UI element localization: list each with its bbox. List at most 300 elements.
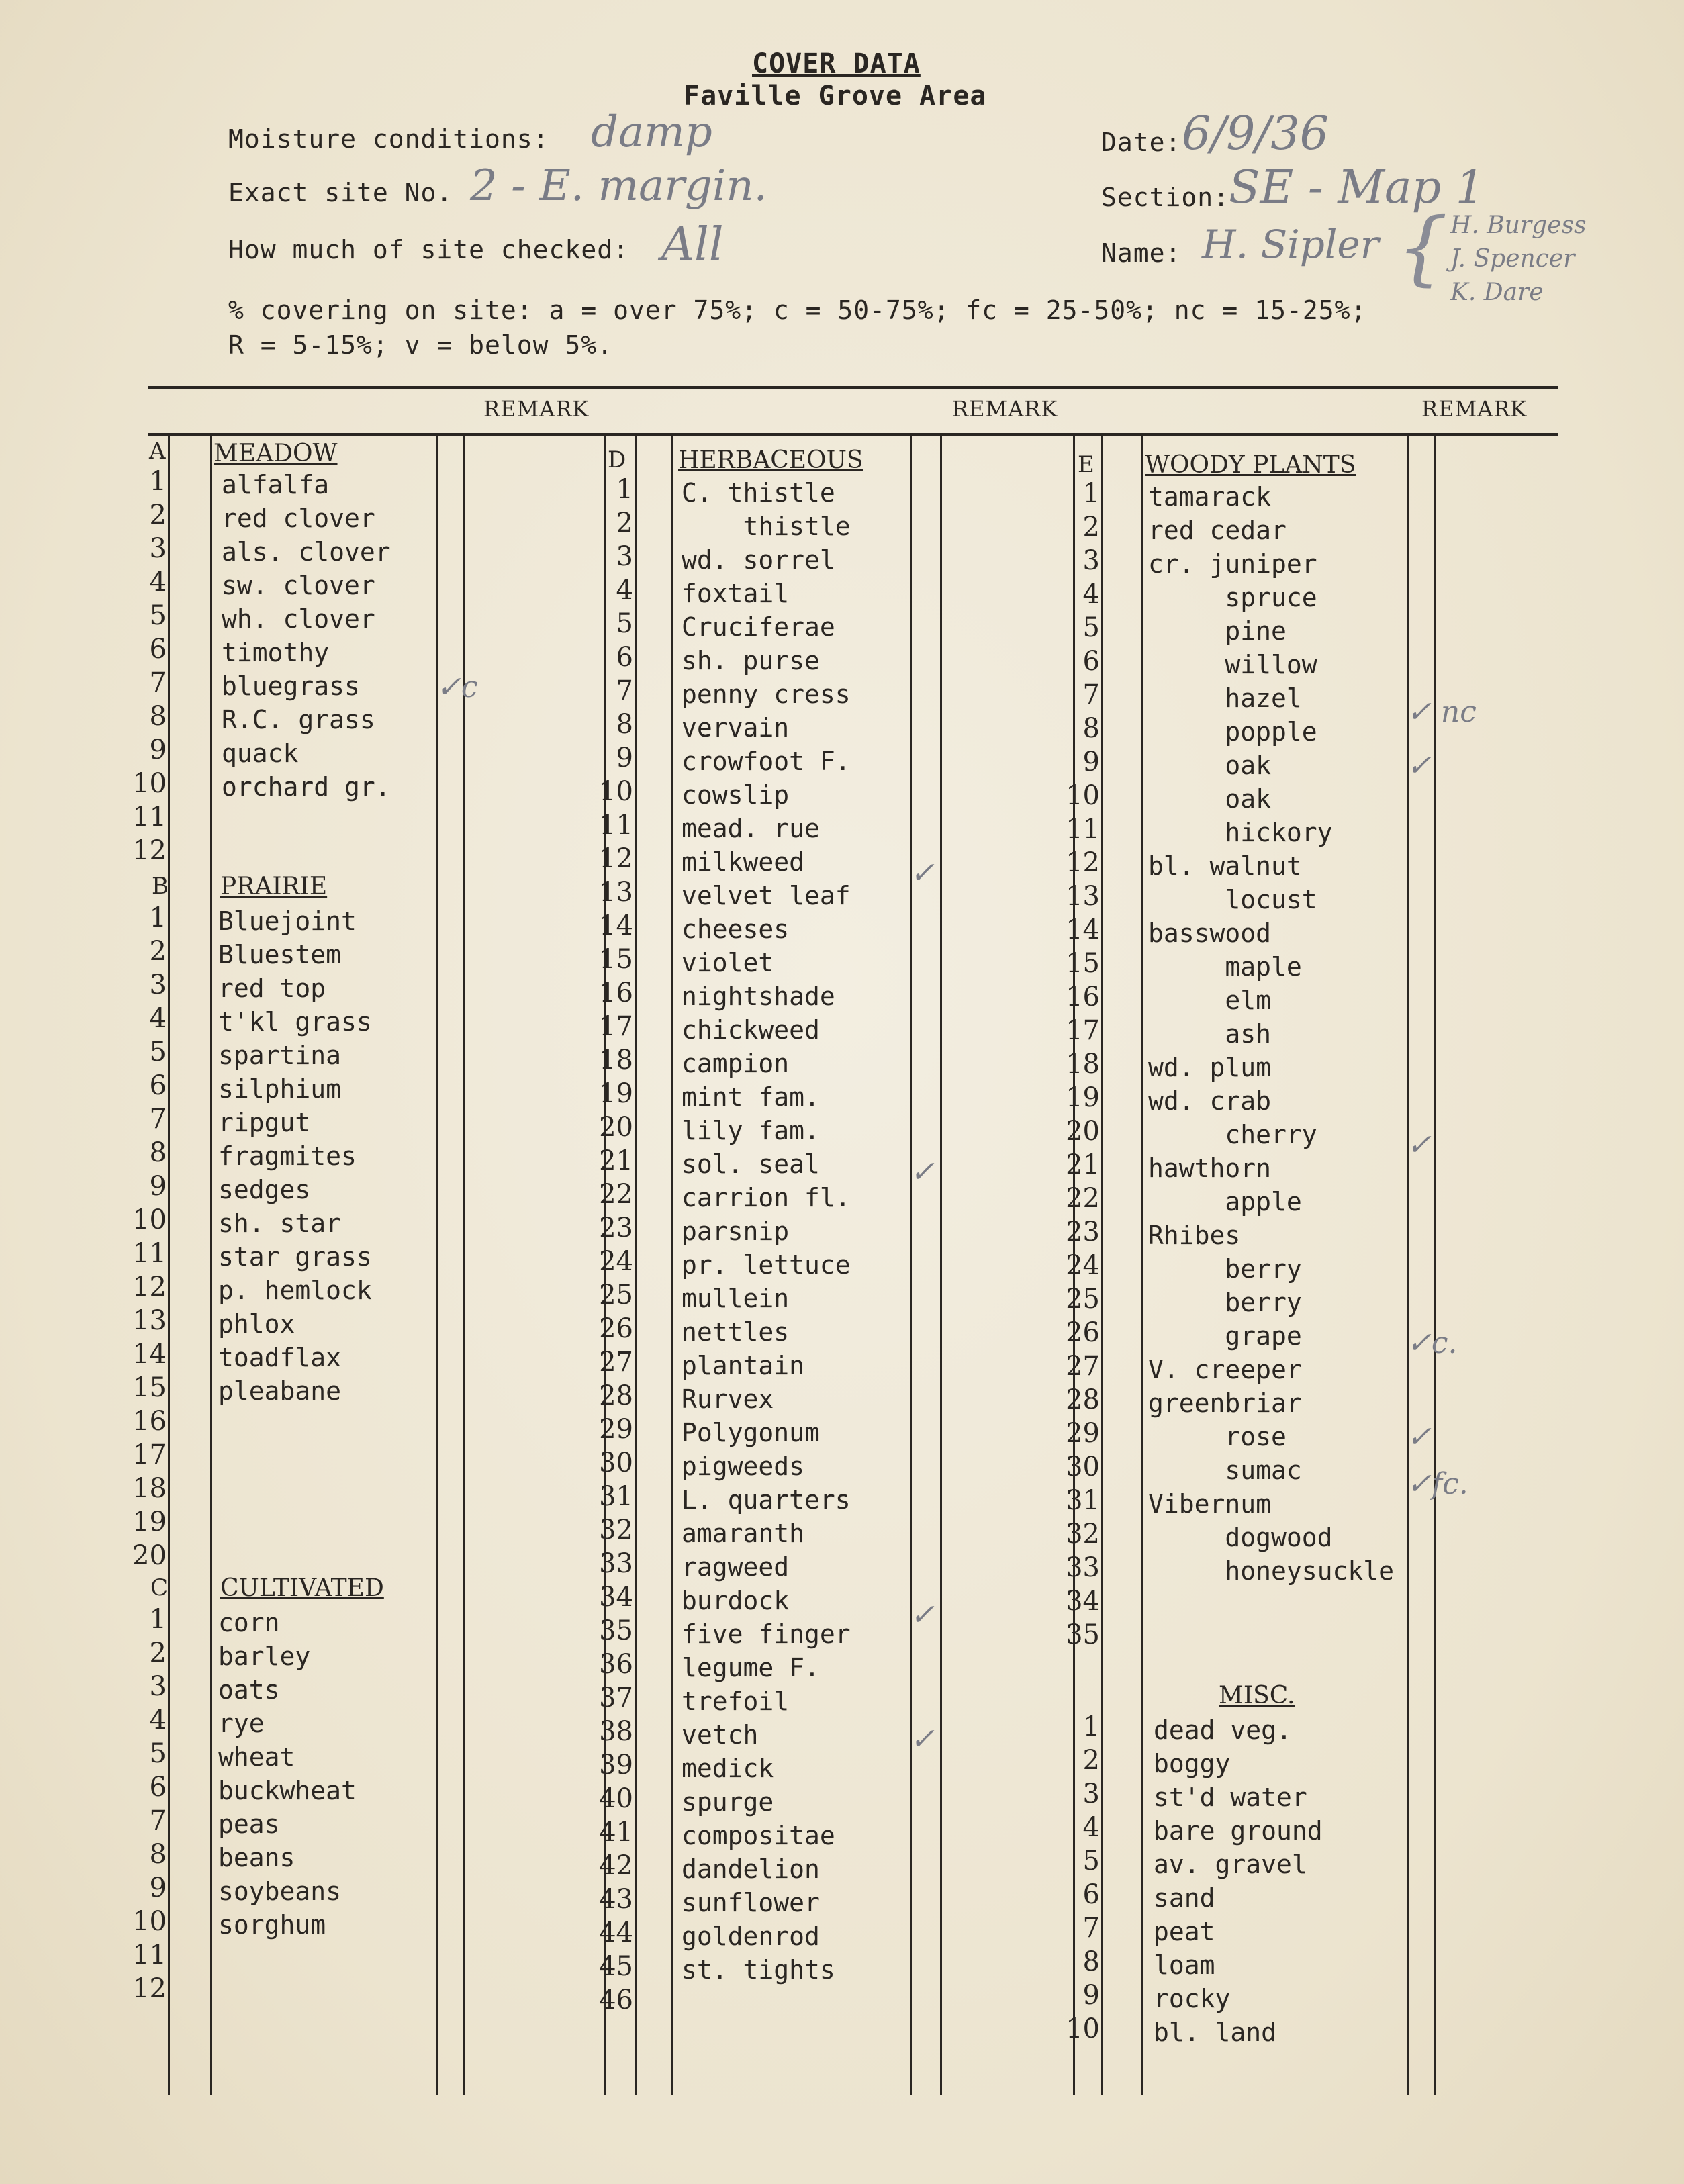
row-number-cultivated: 3 [149,1671,167,1702]
list-item-woody: elm [1148,986,1272,1015]
list-item-herbaceous: lily fam. [682,1116,820,1145]
name-label: Name: [1101,238,1182,268]
row-number-herbaceous: 40 [599,1783,633,1814]
row-number-herbaceous: 30 [599,1447,633,1478]
list-item-herbaceous: compositae [682,1821,835,1850]
list-item-cultivated: peas [218,1809,280,1839]
row-number-woody: 14 [1066,914,1100,945]
row-number-misc: 10 [1066,2013,1100,2044]
row-number-prairie: 12 [132,1272,167,1302]
section-letter-e: E [1078,451,1094,478]
row-number-prairie: 7 [149,1104,167,1135]
list-item-woody: hickory [1148,818,1333,847]
list-item-woody: grape [1148,1321,1302,1351]
name-extra-2: J. Spencer [1450,245,1575,273]
col2-text-line [671,436,673,2095]
site-value: 2 - E. margin. [470,161,767,211]
list-item-herbaceous: vetch [682,1720,759,1750]
date-value: 6/9/36 [1182,107,1329,160]
col2-num-line [635,436,637,2095]
col3-remark-line-b [1434,436,1436,2095]
site-label: Exact site No. [228,178,453,207]
list-item-herbaceous: spurge [682,1787,774,1817]
remark-header-1: REMARK [483,396,590,422]
row-number-cultivated: 9 [149,1872,167,1903]
list-item-cultivated: wheat [218,1742,295,1772]
list-item-prairie: silphium [218,1074,342,1104]
row-number-woody: 11 [1066,814,1100,845]
col3-num-line [1101,436,1103,2095]
row-number-meadow: 4 [149,567,167,598]
row-number-woody: 21 [1066,1149,1100,1180]
row-number-cultivated: 6 [149,1772,167,1803]
remark-rose: ✓ [1407,1420,1432,1454]
name-extra-1: H. Burgess [1450,211,1587,239]
row-number-cultivated: 8 [149,1839,167,1870]
list-item-woody: bl. walnut [1148,851,1302,881]
list-item-woody: oak [1148,751,1272,780]
remark-oak: ✓ [1407,749,1432,783]
row-number-meadow: 1 [149,466,167,497]
row-number-herbaceous: 12 [599,843,633,874]
row-number-herbaceous: 39 [599,1750,633,1781]
col2-remark-line-a [910,436,912,2095]
list-item-misc: bare ground [1154,1816,1323,1846]
checked-value: All [661,218,724,271]
row-number-herbaceous: 16 [599,978,633,1008]
row-number-herbaceous: 43 [599,1884,633,1915]
list-item-herbaceous: violet [682,948,774,978]
list-item-woody: wd. crab [1148,1086,1272,1116]
row-number-prairie: 20 [132,1540,167,1571]
list-item-herbaceous: cheeses [682,914,790,944]
list-item-prairie: toadflax [218,1343,342,1372]
row-number-cultivated: 12 [132,1973,167,2004]
section-value: SE - Map 1 [1229,161,1485,214]
row-number-woody: 5 [1082,612,1100,643]
moisture-label: Moisture conditions: [228,124,549,154]
list-item-woody: tamarack [1148,482,1272,512]
row-number-herbaceous: 21 [599,1145,633,1176]
row-number-herbaceous: 44 [599,1917,633,1948]
list-item-herbaceous: mead. rue [682,814,820,843]
list-item-woody: red cedar [1148,516,1287,545]
section-letter-a: A [149,438,166,465]
list-item-herbaceous: campion [682,1049,790,1078]
row-number-herbaceous: 41 [599,1817,633,1848]
table-header-rule [148,433,1558,436]
list-item-meadow: orchard gr. [222,772,391,802]
row-number-woody: 3 [1082,545,1100,576]
row-number-herbaceous: 4 [616,575,633,606]
list-item-prairie: spartina [218,1041,342,1070]
row-number-misc: 2 [1082,1745,1100,1776]
row-number-cultivated: 1 [149,1604,167,1635]
list-item-prairie: red top [218,974,326,1003]
col2-remark-line-b [940,436,942,2095]
list-item-cultivated: buckwheat [218,1776,357,1805]
row-number-meadow: 8 [149,701,167,732]
row-number-prairie: 16 [132,1406,167,1437]
row-number-herbaceous: 37 [599,1682,633,1713]
list-item-woody: berry [1148,1288,1302,1317]
list-item-woody: maple [1148,952,1302,982]
row-number-herbaceous: 34 [599,1582,633,1613]
row-number-herbaceous: 28 [599,1380,633,1411]
list-item-prairie: star grass [218,1242,372,1272]
page-subtitle: Faville Grove Area [684,81,987,111]
list-item-woody: Rhibes [1148,1221,1241,1250]
list-item-prairie: sedges [218,1175,311,1204]
row-number-meadow: 10 [132,768,167,799]
row-number-prairie: 13 [132,1305,167,1336]
list-item-prairie: t'kl grass [218,1007,372,1037]
row-number-herbaceous: 23 [599,1213,633,1243]
list-item-woody: hazel [1148,683,1302,713]
table-top-rule [148,386,1558,389]
remark-sol-seal: ✓ [910,1155,935,1189]
row-number-woody: 29 [1066,1418,1100,1449]
row-number-prairie: 3 [149,969,167,1000]
remark-header-2: REMARK [952,396,1058,422]
remark-cherry: ✓ [1407,1128,1432,1162]
row-number-prairie: 17 [132,1439,167,1470]
list-item-herbaceous: velvet leaf [682,881,851,910]
row-number-meadow: 3 [149,533,167,564]
section-label: Section: [1101,183,1230,212]
row-number-meadow: 7 [149,667,167,698]
row-number-herbaceous: 9 [616,743,633,773]
row-number-woody: 9 [1082,747,1100,777]
row-number-woody: 22 [1066,1183,1100,1214]
list-item-herbaceous: pr. lettuce [682,1250,851,1280]
list-item-cultivated: oats [218,1675,280,1705]
list-item-herbaceous: goldenrod [682,1921,820,1951]
row-number-herbaceous: 13 [599,877,633,908]
row-number-cultivated: 5 [149,1738,167,1769]
row-number-herbaceous: 2 [616,508,633,538]
section-letter-c: C [150,1574,169,1601]
list-item-herbaceous: parsnip [682,1217,790,1246]
row-number-herbaceous: 18 [599,1045,633,1076]
list-item-woody: popple [1148,717,1317,747]
list-item-woody: apple [1148,1187,1302,1217]
section-letter-d: D [608,446,626,473]
row-number-herbaceous: 15 [599,944,633,975]
list-item-herbaceous: sol. seal [682,1149,820,1179]
row-number-herbaceous: 5 [616,608,633,639]
row-number-misc: 5 [1082,1846,1100,1877]
row-number-misc: 1 [1082,1711,1100,1742]
list-item-herbaceous: st. tights [682,1955,835,1985]
row-number-woody: 17 [1066,1015,1100,1046]
row-number-herbaceous: 6 [616,642,633,673]
row-number-herbaceous: 14 [599,910,633,941]
list-item-meadow: timothy [222,638,330,667]
list-item-meadow: sw. clover [222,571,375,600]
list-item-herbaceous: medick [682,1754,774,1783]
heading-woody-plants: WOODY PLANTS [1145,451,1356,479]
list-item-woody: V. creeper [1148,1355,1302,1384]
remark-milkweed: ✓ [910,856,935,890]
row-number-misc: 7 [1082,1913,1100,1944]
list-item-meadow: wh. clover [222,604,375,634]
row-number-woody: 34 [1066,1586,1100,1617]
row-number-woody: 15 [1066,948,1100,979]
row-number-misc: 4 [1082,1812,1100,1843]
remark-bluegrass: ✓c [436,670,478,704]
list-item-herbaceous: vervain [682,713,790,743]
list-item-herbaceous: carrion fl. [682,1183,851,1213]
name-brace: { [1397,201,1448,295]
list-item-woody: berry [1148,1254,1302,1284]
list-item-herbaceous: Polygonum [682,1418,820,1447]
row-number-herbaceous: 38 [599,1716,633,1747]
remark-hazel: ✓ nc [1407,695,1477,729]
row-number-herbaceous: 10 [599,776,633,807]
list-item-herbaceous: five finger [682,1619,851,1649]
row-number-herbaceous: 42 [599,1850,633,1881]
list-item-meadow: quack [222,739,299,768]
row-number-meadow: 6 [149,634,167,665]
row-number-woody: 2 [1082,512,1100,542]
row-number-woody: 28 [1066,1384,1100,1415]
list-item-woody: ash [1148,1019,1272,1049]
list-item-misc: rocky [1154,1984,1231,2013]
list-item-cultivated: barley [218,1642,311,1671]
list-item-herbaceous: dandelion [682,1854,820,1884]
col3-text-line [1141,436,1143,2095]
row-number-herbaceous: 19 [599,1078,633,1109]
list-item-herbaceous: nightshade [682,982,835,1011]
row-number-herbaceous: 46 [599,1985,633,2015]
list-item-herbaceous: chickweed [682,1015,820,1045]
row-number-herbaceous: 22 [599,1179,633,1210]
list-item-herbaceous: thistle [682,512,851,541]
list-item-woody: honeysuckle [1148,1556,1395,1586]
row-number-woody: 10 [1066,780,1100,811]
list-item-misc: peat [1154,1917,1215,1946]
row-number-herbaceous: 32 [599,1515,633,1546]
list-item-woody: oak [1148,784,1272,814]
heading-cultivated: CULTIVATED [220,1574,384,1602]
list-item-herbaceous: penny cress [682,679,851,709]
list-item-herbaceous: L. quarters [682,1485,851,1515]
row-number-woody: 20 [1066,1116,1100,1147]
row-number-woody: 13 [1066,881,1100,912]
list-item-woody: willow [1148,650,1317,679]
legend-line-1: % covering on site: a = over 75%; c = 50-75%; fc = 25-50%; nc = 15-25%; [228,295,1367,325]
list-item-herbaceous: Cruciferae [682,612,835,642]
checked-label: How much of site checked: [228,235,629,265]
row-number-cultivated: 7 [149,1805,167,1836]
list-item-misc: sand [1154,1883,1215,1913]
row-number-misc: 6 [1082,1879,1100,1910]
row-number-prairie: 11 [132,1238,167,1269]
row-number-meadow: 11 [132,802,167,833]
list-item-herbaceous: legume F. [682,1653,820,1682]
list-item-meadow: R.C. grass [222,705,375,734]
row-number-meadow: 12 [132,835,167,866]
list-item-herbaceous: wd. sorrel [682,545,835,575]
remark-vetch: ✓ [910,1722,935,1756]
list-item-herbaceous: foxtail [682,579,790,608]
list-item-prairie: phlox [218,1309,295,1339]
heading-misc: MISC. [1219,1682,1295,1709]
row-number-woody: 4 [1082,579,1100,610]
list-item-cultivated: corn [218,1608,280,1637]
row-number-woody: 18 [1066,1049,1100,1080]
list-item-misc: st'd water [1154,1783,1307,1812]
row-number-herbaceous: 17 [599,1011,633,1042]
list-item-herbaceous: plantain [682,1351,805,1380]
row-number-prairie: 8 [149,1137,167,1168]
list-item-woody: dogwood [1148,1523,1333,1552]
list-item-misc: boggy [1154,1749,1231,1778]
row-number-woody: 33 [1066,1552,1100,1583]
list-item-herbaceous: cowslip [682,780,790,810]
row-number-woody: 35 [1066,1619,1100,1650]
list-item-meadow: als. clover [222,537,391,567]
list-item-misc: bl. land [1154,2017,1277,2047]
date-label: Date: [1101,128,1182,157]
row-number-herbaceous: 35 [599,1615,633,1646]
list-item-herbaceous: burdock [682,1586,790,1615]
name-value: H. Sipler [1202,222,1379,267]
list-item-misc: dead veg. [1154,1715,1292,1745]
name-extra-3: K. Dare [1450,279,1544,306]
row-number-prairie: 5 [149,1037,167,1067]
row-number-woody: 23 [1066,1217,1100,1247]
list-item-woody: wd. plum [1148,1053,1272,1082]
list-item-herbaceous: milkweed [682,847,805,877]
list-item-prairie: fragmites [218,1141,357,1171]
row-number-woody: 1 [1082,478,1100,509]
list-item-woody: cherry [1148,1120,1317,1149]
heading-meadow: MEADOW [214,440,338,467]
row-number-cultivated: 2 [149,1637,167,1668]
list-item-woody: spruce [1148,583,1317,612]
list-item-woody: pine [1148,616,1287,646]
list-item-woody: rose [1148,1422,1287,1452]
list-item-cultivated: soybeans [218,1877,342,1906]
row-number-prairie: 18 [132,1473,167,1504]
row-number-woody: 32 [1066,1519,1100,1550]
row-number-herbaceous: 20 [599,1112,633,1143]
row-number-prairie: 1 [149,902,167,933]
row-number-woody: 16 [1066,982,1100,1012]
list-item-meadow: bluegrass [222,671,360,701]
list-item-woody: sumac [1148,1456,1302,1485]
list-item-herbaceous: Rurvex [682,1384,774,1414]
list-item-cultivated: rye [218,1709,265,1738]
list-item-herbaceous: sunflower [682,1888,820,1917]
list-item-woody: Vibernum [1148,1489,1272,1519]
row-number-meadow: 2 [149,500,167,530]
row-number-woody: 30 [1066,1452,1100,1482]
list-item-herbaceous: mullein [682,1284,790,1313]
list-item-herbaceous: C. thistle [682,478,835,508]
page-title: COVER DATA [752,48,921,79]
list-item-herbaceous: mint fam. [682,1082,820,1112]
list-item-cultivated: sorghum [218,1910,326,1940]
col1-text-line [210,436,212,2095]
list-item-prairie: pleabane [218,1376,342,1406]
remark-sumac: ✓fc. [1407,1467,1468,1501]
row-number-prairie: 6 [149,1070,167,1101]
list-item-meadow: red clover [222,504,375,533]
row-number-herbaceous: 31 [599,1481,633,1512]
row-number-herbaceous: 3 [616,541,633,572]
row-number-woody: 25 [1066,1284,1100,1315]
row-number-herbaceous: 27 [599,1347,633,1378]
list-item-woody: basswood [1148,918,1272,948]
col1-num-line [168,436,170,2095]
list-item-herbaceous: trefoil [682,1687,790,1716]
row-number-prairie: 2 [149,936,167,967]
row-number-herbaceous: 8 [616,709,633,740]
row-number-meadow: 5 [149,600,167,631]
row-number-prairie: 10 [132,1204,167,1235]
list-item-herbaceous: nettles [682,1317,790,1347]
heading-herbaceous: HERBACEOUS [678,446,863,474]
list-item-woody: greenbriar [1148,1388,1302,1418]
remark-five-finger: ✓ [910,1598,935,1632]
list-item-woody: cr. juniper [1148,549,1317,579]
list-item-prairie: ripgut [218,1108,311,1137]
list-item-cultivated: beans [218,1843,295,1872]
row-number-woody: 12 [1066,847,1100,878]
heading-prairie: PRAIRIE [220,873,328,900]
row-number-herbaceous: 1 [616,474,633,505]
list-item-herbaceous: pigweeds [682,1452,805,1481]
row-number-herbaceous: 29 [599,1414,633,1445]
row-number-herbaceous: 24 [599,1246,633,1277]
row-number-misc: 3 [1082,1778,1100,1809]
row-number-prairie: 14 [132,1339,167,1370]
row-number-woody: 8 [1082,713,1100,744]
remark-header-3: REMARK [1421,396,1528,422]
row-number-cultivated: 11 [132,1940,167,1971]
list-item-herbaceous: amaranth [682,1519,805,1548]
row-number-prairie: 9 [149,1171,167,1202]
list-item-prairie: p. hemlock [218,1276,372,1305]
row-number-prairie: 19 [132,1507,167,1537]
remark-grape: ✓c. [1407,1326,1458,1360]
row-number-woody: 31 [1066,1485,1100,1516]
col3-remark-line-a [1407,436,1409,2095]
list-item-herbaceous: ragweed [682,1552,790,1582]
row-number-woody: 27 [1066,1351,1100,1382]
row-number-misc: 9 [1082,1980,1100,2011]
row-number-woody: 7 [1082,679,1100,710]
list-item-woody: hawthorn [1148,1153,1272,1183]
row-number-prairie: 15 [132,1372,167,1403]
list-item-prairie: Bluejoint [218,906,357,936]
list-item-meadow: alfalfa [222,470,330,500]
row-number-herbaceous: 36 [599,1649,633,1680]
list-item-prairie: Bluestem [218,940,342,969]
section-letter-b: B [152,873,169,900]
list-item-misc: loam [1154,1950,1215,1980]
legend-line-2: R = 5-15%; v = below 5%. [228,330,614,360]
row-number-woody: 6 [1082,646,1100,677]
moisture-value: damp [591,107,712,157]
row-number-herbaceous: 33 [599,1548,633,1579]
row-number-woody: 24 [1066,1250,1100,1281]
list-item-prairie: sh. star [218,1208,342,1238]
row-number-woody: 26 [1066,1317,1100,1348]
